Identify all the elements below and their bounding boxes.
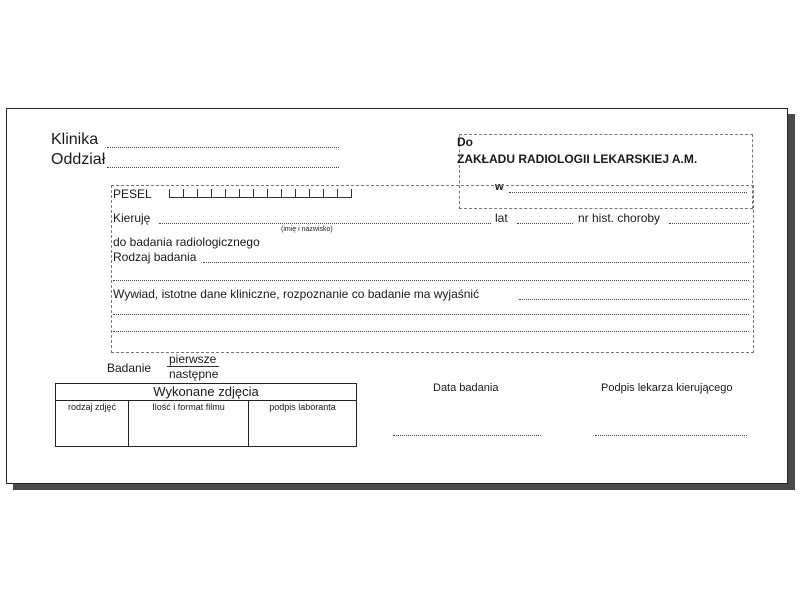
signature-label: Podpis lekarza kierującego	[601, 382, 733, 394]
rodzaj-field-2[interactable]	[113, 280, 749, 281]
lat-label: lat	[495, 211, 508, 225]
badanie-next[interactable]: następne	[169, 367, 219, 381]
do-label: Do	[457, 135, 473, 149]
table-col-rodzaj[interactable]	[56, 400, 129, 447]
table-col-ilosc[interactable]	[129, 400, 249, 447]
kieruje-label: Kieruję	[113, 211, 151, 225]
wywiad-field-2[interactable]	[113, 314, 749, 315]
date-field[interactable]	[393, 435, 541, 436]
oddzial-field[interactable]	[107, 167, 339, 168]
badanie-first[interactable]: pierwsze	[169, 352, 217, 366]
badanie-label: Badanie	[107, 361, 152, 375]
name-hint: (imię i nazwisko)	[281, 226, 333, 233]
wywiad-field-3[interactable]	[113, 331, 749, 332]
wywiad-label: Wywiad, istotne dane kliniczne, rozpoznanie co badanie ma wyjaśnić	[113, 287, 480, 301]
klinika-label: Klinika	[51, 131, 99, 148]
oddzial-label: Oddział	[51, 151, 106, 168]
klinika-row	[51, 131, 98, 149]
table-col-rodzaj-label: rodzaj zdjęć	[67, 402, 117, 412]
pesel-label: PESEL	[113, 187, 152, 201]
pesel-field[interactable]	[169, 189, 352, 199]
department-name: ZAKŁADU RADIOLOGII LEKARSKIEJ A.M.	[457, 152, 698, 166]
wywiad-field[interactable]	[519, 299, 749, 300]
signature-field[interactable]	[595, 435, 747, 436]
do-badania-label: do badania radiologicznego	[113, 235, 260, 249]
lat-field[interactable]	[517, 223, 573, 224]
table-col-podpis[interactable]	[249, 400, 356, 447]
w-label: w	[495, 181, 504, 193]
referral-form	[6, 108, 788, 484]
klinika-field[interactable]	[107, 147, 339, 148]
rodzaj-label: Rodzaj badania	[113, 250, 197, 264]
images-table	[55, 383, 357, 447]
hist-label: nr hist. choroby	[578, 211, 661, 225]
date-label: Data badania	[433, 382, 499, 394]
images-table-title: Wykonane zdjęcia	[56, 384, 356, 401]
rodzaj-field[interactable]	[203, 262, 749, 263]
hist-field[interactable]	[669, 223, 749, 224]
oddzial-row	[51, 151, 105, 169]
table-col-ilosc-label: Ilość i format filmu	[152, 402, 225, 412]
kieruje-field[interactable]	[159, 223, 491, 224]
table-col-podpis-label: podpis laboranta	[269, 402, 336, 412]
